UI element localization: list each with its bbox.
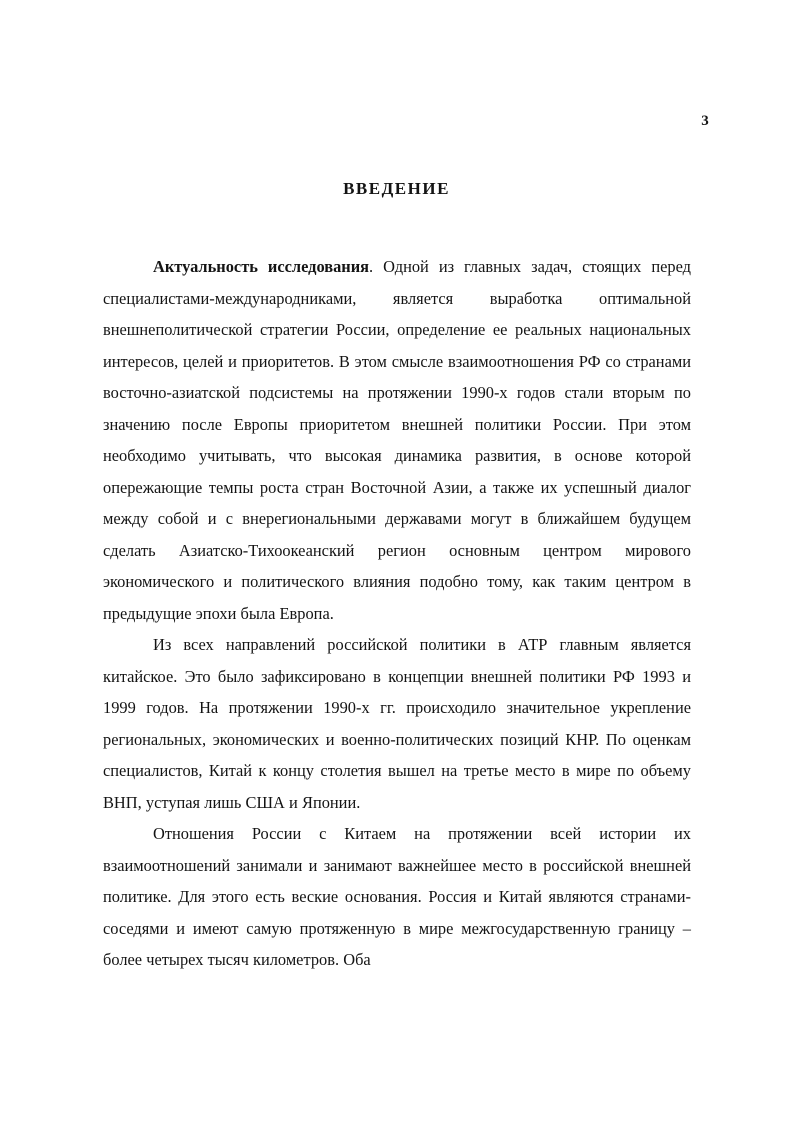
paragraph-text: . Одной из главных задач, стоящих перед специалистами-международниками, является выработка оптимальной внешнеполитической стратегии России, определение ее реальных национальных интересов, целей и приоритетов. В этом смысле взаимоотношения РФ со странами восточно-азиатской подсистемы на протяжении 1990-х годов стали вторым по значению после Европы приоритетом внешней политики России. При этом необходимо учитывать, что высокая динамика развития, в основе которой опережающие темпы роста стран Восточной Азии, а также их успешный диалог между собой и с внерегиональными державами могут в ближайшем будущем сделать Азиатско-Тихоокеанский регион основным центром мирового экономического и политического влияния подобно тому, как таким центром в предыдущие эпохи была Европа. <box>103 257 691 623</box>
paragraph-text: Из всех направлений российской политики в АТР главным является китайское. Это было зафиксировано в концепции внешней политики РФ 1993 и 1999 годов. На протяжении 1990-х гг. происходило значительное укрепление региональных, экономических и военно-политических позиций КНР. По оценкам специалистов, Китай к концу столетия вышел на третье место в мире по объему ВНП, уступая лишь США и Японии. <box>103 635 691 812</box>
paragraph <box>103 251 691 629</box>
paragraph <box>103 818 691 976</box>
body-text-block <box>103 251 691 976</box>
paragraph-text: Отношения России с Китаем на протяжении всей истории их взаимоотношений занимали и занимают важнейшее место в российской внешней политике. Для этого есть веские основания. Россия и Китай являются странами-соседями и имеют самую протяженную в мире межгосударственную границу – более четырех тысяч километров. Оба <box>103 824 691 969</box>
page-title: ВВЕДЕНИЕ <box>343 179 450 198</box>
page-number: 3 <box>701 113 709 129</box>
paragraph <box>103 629 691 818</box>
paragraph-lead-in: Актуальность исследования <box>153 257 370 276</box>
